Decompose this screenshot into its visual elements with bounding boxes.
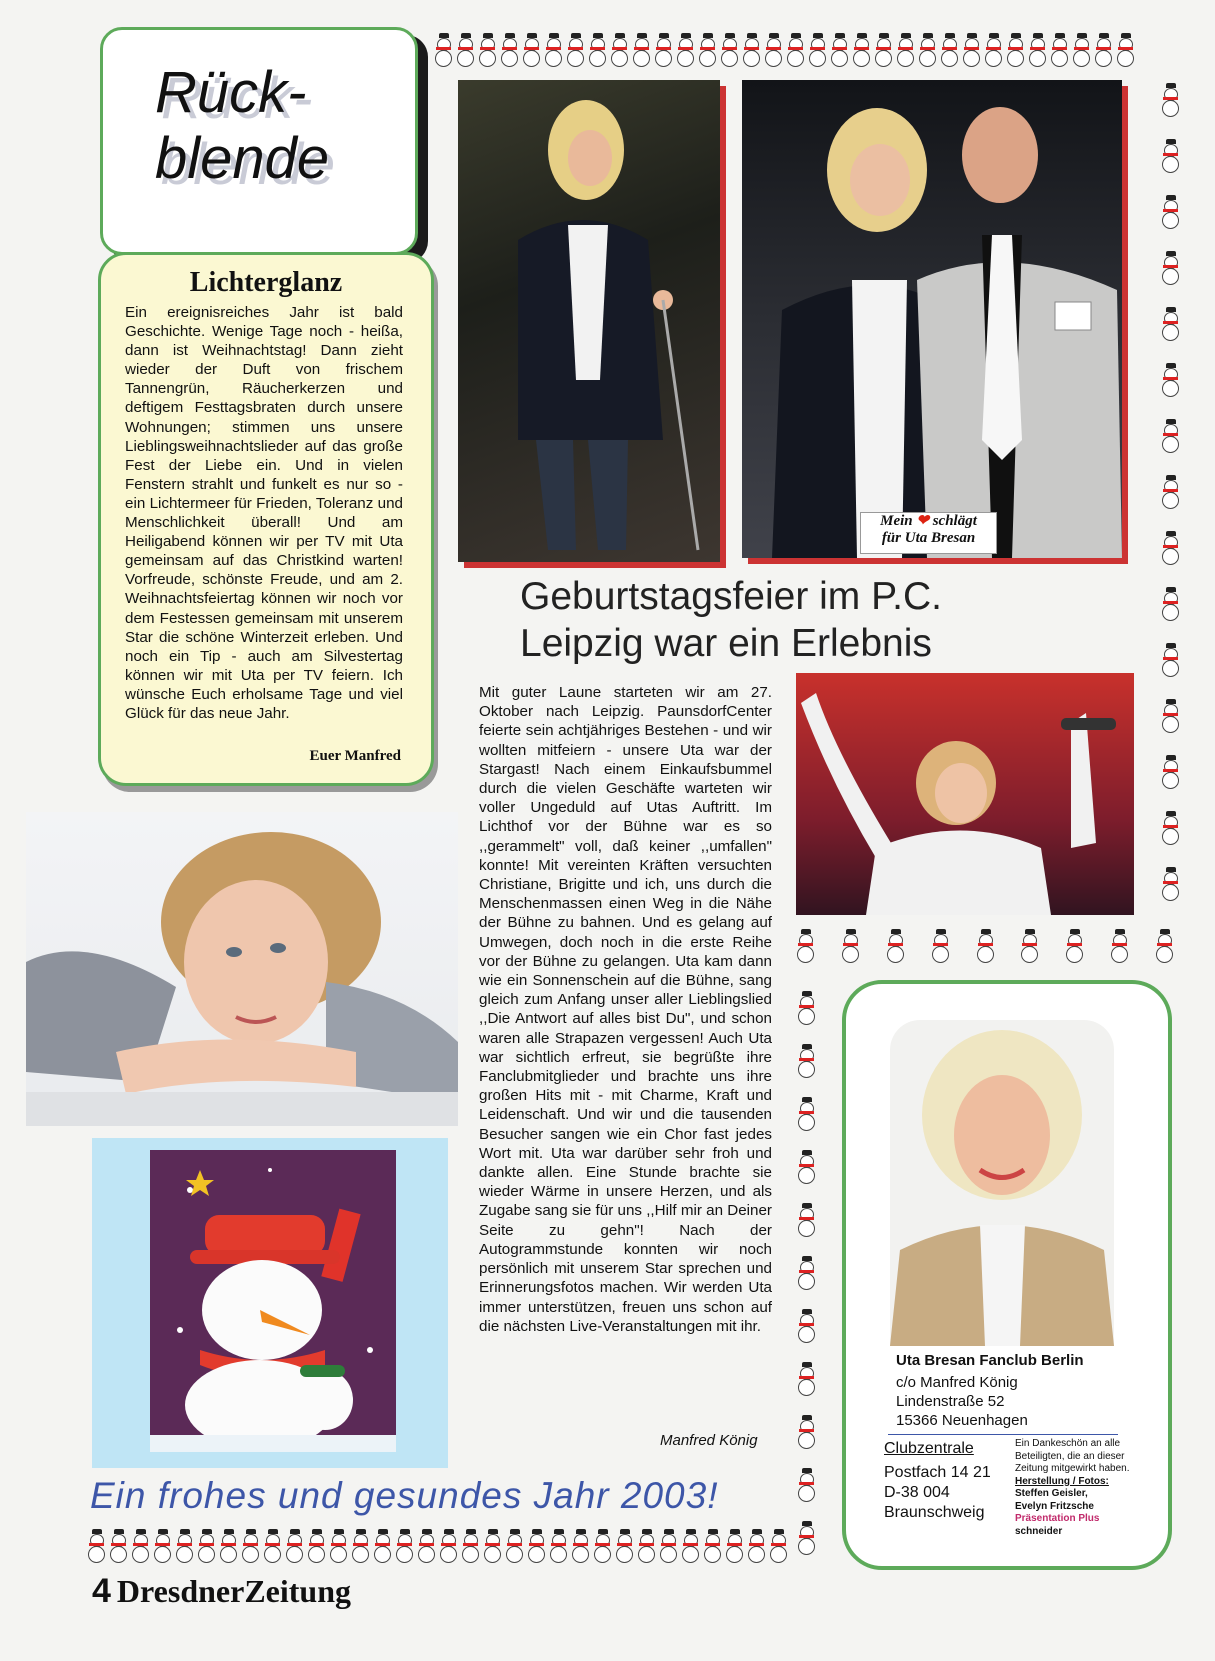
snowman-icon xyxy=(851,32,873,68)
snowman-icon xyxy=(1160,250,1182,286)
snowman-icon xyxy=(86,1528,108,1564)
snowman-icon xyxy=(438,1528,460,1564)
snowman-icon xyxy=(930,928,951,964)
snowman-icon xyxy=(796,1149,818,1185)
snowman-icon xyxy=(587,32,609,68)
article-text: Mit guter Laune starteten wir am 27. Oktober nach Leipzig. PaunsdorfCenter feierte sein achtjähriges Bestehen - und wir wollten mitfeiern - unsere Uta war der Stargast! Nach einem Einkaufsbummel durch die vielen Geschäfte warteten wir voller Ungeduld auf Utas Auftritt. Im Lichthof vor der Bühne war es so ,,gerammelt" voll, daß keiner ,,umfallen" konnte! Mit vereinten Kräften versuchten Christiane, Brigitte und ich, uns durch die Menschenmassen einen Weg in die Nähe der Bühne zu bahnen. Und es gelang auf Umwegen, doch noch in die erste Reihe vor der Bühne zu gelangen. Uta kam dann wie ein Sonnenschein auf die Bühne, sang gleich zum Anfang unser aller Lieblingslied ,,Die Antwort auf alles bist Du", und schon waren alle Strapazen vergessen! Auch Uta war sichtlich erfreut, sie begrüßte ihre Fanclubmitglieder und brachte uns ihre großen Hits mit - mit Charme, Kraft und Leidenschaft. Und wir und die tausenden Besucher sangen wie ein Chor fast jedes Wort mit. Uta war darüber sehr froh und dankte allen. Eine Stunde brachte sie wieder Wärme in unsere Herzen, und als Zugabe sang sie für uns ,,Hilf mir an Deiner Seite zu gehn"! Nach der Autogrammstunde konnten wir noch persönlich mit unserem Star sprechen und Erinnerungsfotos machen. Wir werden Uta immer unterstützen, freuen uns schon auf die nächsten Live-Veranstaltungen mit ihr. xyxy=(479,684,772,1335)
snowman-icon xyxy=(796,1414,818,1450)
snowman-icon xyxy=(807,32,829,68)
snowman-icon xyxy=(1049,32,1071,68)
clubzentrale-address: Postfach 14 21 D-38 004 Braunschweig xyxy=(884,1464,991,1521)
title-box xyxy=(100,27,418,255)
snowman-border-top xyxy=(433,32,1178,68)
snowman-icon xyxy=(1160,82,1182,118)
snowman-icon xyxy=(218,1528,240,1564)
snowman-icon xyxy=(796,1043,818,1079)
snowman-icon xyxy=(829,32,851,68)
snowman-icon xyxy=(1160,138,1182,174)
lichterglanz-heading: Lichterglanz xyxy=(189,267,343,298)
lichterglanz-signature: Euer Manfred xyxy=(309,748,401,764)
snowman-icon xyxy=(1160,586,1182,622)
snowman-icon xyxy=(1160,474,1182,510)
snowman-icon xyxy=(741,32,763,68)
article-signature: Manfred König xyxy=(660,1432,758,1449)
snowman-icon xyxy=(477,32,499,68)
photo-singer-performing xyxy=(796,673,1134,915)
snowman-icon xyxy=(885,928,906,964)
snowman-icon xyxy=(548,1528,570,1564)
snowman-card-art xyxy=(150,1150,396,1452)
snowman-icon xyxy=(174,1528,196,1564)
snowman-border-club xyxy=(796,990,818,1556)
snowman-icon xyxy=(1154,928,1175,964)
newspaper-name: DresdnerZeitung xyxy=(116,1573,351,1609)
snowman-icon xyxy=(796,1096,818,1132)
snowman-icon xyxy=(565,32,587,68)
snowman-icon xyxy=(873,32,895,68)
snowman-icon xyxy=(543,32,565,68)
snowman-icon xyxy=(1160,698,1182,734)
page-number: 4 xyxy=(92,1572,111,1610)
section-title: Rück- blende xyxy=(155,60,330,191)
snowman-icon xyxy=(504,1528,526,1564)
snowman-icon xyxy=(975,928,996,964)
snowman-icon xyxy=(1160,810,1182,846)
snowman-border-middle xyxy=(795,928,1175,964)
snowman-icon xyxy=(796,1202,818,1238)
snowman-icon xyxy=(499,32,521,68)
snowman-icon xyxy=(961,32,983,68)
snowman-icon xyxy=(939,32,961,68)
snowman-icon xyxy=(394,1528,416,1564)
snowman-icon xyxy=(702,1528,724,1564)
snowman-icon xyxy=(1005,32,1027,68)
photo-club-portrait xyxy=(890,1020,1114,1346)
clubzentrale-heading: Clubzentrale xyxy=(884,1440,974,1457)
snowman-icon xyxy=(658,1528,680,1564)
snowman-card xyxy=(92,1138,448,1468)
snowman-icon xyxy=(795,928,816,964)
snowman-icon xyxy=(521,32,543,68)
club-separator xyxy=(888,1434,1118,1435)
lichterglanz-text: Ein ereignisreiches Jahr ist bald Geschichte. Wenige Tage noch - heißa, dann ist Weihnachtstag! Dann zieht wieder der Duft von frischem Tannengrün, Räucherkerzen und deftigem Festtagsbraten durch unsere Wohnungen; stimmen uns unsere Lieblingsweihnachtslieder auf das große Fest der Liebe ein. Und in vielen Fenstern strahlt und funkelt es nur so - ein Lichtermeer für Frieden, Toleranz und Menschlichkeit überall! Und am Heiligabend können wir per TV mit Uta gemeinsam auf das Christkind warten! Vorfreude, schönste Freude, und am 2. Weihnachtsfeiertag können wir noch vor dem Festessen gemeinsam mit unserem Star die schöne Winterzeit erleben. Und noch ein Tip - auch am Silvestertag können wir mit Uta per TV feiern. Ich wünsche Euch erholsame Tage und viel Glück für das neue Jahr. xyxy=(125,304,403,722)
snowman-icon xyxy=(697,32,719,68)
heart-badge: Mein ❤ schlägt für Uta Bresan xyxy=(860,512,997,554)
snowman-icon xyxy=(609,32,631,68)
snowman-icon xyxy=(763,32,785,68)
snowman-icon xyxy=(768,1528,790,1564)
snowman-icon xyxy=(1160,362,1182,398)
snowman-icon xyxy=(433,32,455,68)
snowman-icon xyxy=(482,1528,504,1564)
snowman-border-bottom xyxy=(86,1528,831,1564)
snowman-icon xyxy=(636,1528,658,1564)
article-headline: Geburtstagsfeier im P.C. Leipzig war ein Erlebnis xyxy=(520,575,942,665)
photo-singer-standing xyxy=(458,80,720,562)
snowman-icon xyxy=(746,1528,768,1564)
snowman-icon xyxy=(130,1528,152,1564)
snowman-icon xyxy=(796,1308,818,1344)
snowman-icon xyxy=(1160,306,1182,342)
snowman-icon xyxy=(108,1528,130,1564)
snowman-icon xyxy=(460,1528,482,1564)
snowman-icon xyxy=(196,1528,218,1564)
snowman-icon xyxy=(262,1528,284,1564)
lichterglanz-box xyxy=(98,252,434,786)
snowman-icon xyxy=(416,1528,438,1564)
snowman-icon xyxy=(796,1467,818,1503)
snowman-icon xyxy=(455,32,477,68)
club-address: c/o Manfred König Lindenstraße 52 15366 Neuenhagen xyxy=(896,1374,1028,1429)
snowman-icon xyxy=(328,1528,350,1564)
snowman-icon xyxy=(719,32,741,68)
snowman-icon xyxy=(152,1528,174,1564)
snowman-icon xyxy=(1093,32,1115,68)
snowman-icon xyxy=(895,32,917,68)
snowman-icon xyxy=(1160,642,1182,678)
snowman-icon xyxy=(1160,194,1182,230)
snowman-icon xyxy=(1160,754,1182,790)
snowman-icon xyxy=(350,1528,372,1564)
snowman-icon xyxy=(284,1528,306,1564)
thanks-note: Ein Dankeschön an alle Beteiligten, die an dieser Zeitung mitgewirkt haben. Herstellung / Fotos: Steffen Geisler, Evelyn Fritzsche Präsentation Plus schneider xyxy=(1015,1438,1130,1537)
snowman-icon xyxy=(983,32,1005,68)
snowman-icon xyxy=(796,1361,818,1397)
page-footer xyxy=(92,1572,351,1611)
snowman-icon xyxy=(1027,32,1049,68)
snowman-icon xyxy=(675,32,697,68)
snowman-icon xyxy=(614,1528,636,1564)
snowman-icon xyxy=(796,990,818,1026)
snowman-icon xyxy=(1109,928,1130,964)
snowman-icon xyxy=(796,1255,818,1291)
club-name: Uta Bresan Fanclub Berlin xyxy=(896,1352,1084,1369)
photo-portrait xyxy=(26,812,458,1126)
snowman-icon xyxy=(680,1528,702,1564)
snowman-icon xyxy=(1160,530,1182,566)
snowman-icon xyxy=(1160,866,1182,902)
snowman-icon xyxy=(592,1528,614,1564)
snowman-icon xyxy=(1071,32,1093,68)
snowman-icon xyxy=(785,32,807,68)
snowman-icon xyxy=(724,1528,746,1564)
snowman-border-right xyxy=(1160,82,1182,902)
snowman-icon xyxy=(631,32,653,68)
snowman-icon xyxy=(1160,418,1182,454)
snowman-icon xyxy=(840,928,861,964)
snowman-icon xyxy=(1064,928,1085,964)
snowman-icon xyxy=(240,1528,262,1564)
snowman-icon xyxy=(917,32,939,68)
snowman-icon xyxy=(372,1528,394,1564)
snowman-icon xyxy=(526,1528,548,1564)
snowman-icon xyxy=(653,32,675,68)
heart-icon: ❤ xyxy=(916,513,929,529)
snowman-icon xyxy=(1115,32,1137,68)
snowman-icon xyxy=(570,1528,592,1564)
photo-singer-with-fan xyxy=(742,80,1122,558)
new-year-greeting: Ein frohes und gesundes Jahr 2003! xyxy=(90,1475,719,1516)
snowman-icon xyxy=(1019,928,1040,964)
snowman-icon xyxy=(306,1528,328,1564)
